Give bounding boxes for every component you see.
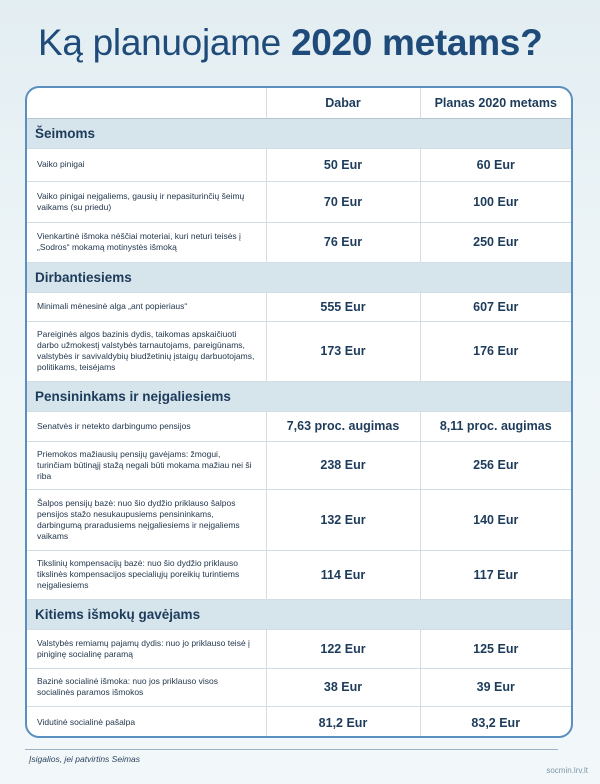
table-row (27, 489, 571, 550)
row-value-now: 114 Eur (266, 550, 420, 599)
table-row (27, 292, 571, 321)
table-header-row (27, 88, 571, 118)
page-title (38, 22, 542, 64)
row-value-plan: 176 Eur (420, 321, 571, 381)
benefits-table-panel (25, 86, 573, 738)
row-value-now: 122 Eur (266, 629, 420, 668)
section-title: Šeimoms (27, 118, 571, 148)
section-title: Dirbantiesiems (27, 262, 571, 292)
row-value-plan: 8,11 proc. augimas (420, 411, 571, 441)
row-value-plan: 256 Eur (420, 441, 571, 489)
row-value-now: 173 Eur (266, 321, 420, 381)
row-value-now: 7,63 proc. augimas (266, 411, 420, 441)
table-row (27, 321, 571, 381)
table-row (27, 222, 571, 262)
row-description: Minimali mėnesinė alga „ant popieriaus“ (27, 292, 266, 321)
row-value-plan: 83,2 Eur (420, 706, 571, 738)
header-empty (27, 88, 266, 118)
row-value-plan: 140 Eur (420, 489, 571, 550)
site-url: socmin.lrv.lt (546, 766, 588, 775)
table-row (27, 550, 571, 599)
title-bold: 2020 metams? (290, 22, 543, 63)
row-value-plan: 60 Eur (420, 148, 571, 181)
row-description: Vaiko pinigai neįgaliems, gausių ir nepasiturinčių šeimų vaikams (su priedu) (27, 181, 266, 222)
row-value-now: 50 Eur (266, 148, 420, 181)
row-description: Tikslinių kompensacijų bazė: nuo šio dydžio priklauso tikslinės kompensacijos specialiųjų poreikių turintiems neįgaliesiems (27, 550, 266, 599)
section-header (27, 118, 571, 148)
row-value-plan: 250 Eur (420, 222, 571, 262)
row-description: Bazinė socialinė išmoka: nuo jos priklauso visos socialinės paramos išmokos (27, 668, 266, 706)
section-header (27, 262, 571, 292)
row-description: Vidutinė socialinė pašalpa (27, 706, 266, 738)
row-value-now: 76 Eur (266, 222, 420, 262)
row-value-now: 38 Eur (266, 668, 420, 706)
section-title: Kitiems išmokų gavėjams (27, 599, 571, 629)
table-row (27, 629, 571, 668)
section-header (27, 381, 571, 411)
footnote: Įsigalios, jei patvirtins Seimas (29, 754, 141, 764)
row-value-now: 238 Eur (266, 441, 420, 489)
row-value-now: 70 Eur (266, 181, 420, 222)
row-value-plan: 125 Eur (420, 629, 571, 668)
footer-divider (25, 749, 558, 750)
row-description: Šalpos pensijų bazė: nuo šio dydžio priklauso šalpos pensijos stažo nesukaupusiems pensininkams, darbingumą praradusiems neįgaliesiems ir neįgaliems vaikams (27, 489, 266, 550)
row-description: Senatvės ir netekto darbingumo pensijos (27, 411, 266, 441)
header-now: Dabar (266, 88, 420, 118)
table-row (27, 411, 571, 441)
section-title: Pensininkams ir neįgaliesiems (27, 381, 571, 411)
table-row (27, 181, 571, 222)
header-plan: Planas 2020 metams (420, 88, 571, 118)
row-value-plan: 39 Eur (420, 668, 571, 706)
table-row (27, 441, 571, 489)
row-value-plan: 100 Eur (420, 181, 571, 222)
benefits-table (27, 88, 571, 738)
row-description: Pareiginės algos bazinis dydis, taikomas apskaičiuoti darbo užmokestį valstybės tarnautojams, pareigūnams, valstybės ir savivaldybių biudžetinių įstaigų darbuotojams, politikams, teisėjams (27, 321, 266, 381)
row-description: Priemokos mažiausių pensijų gavėjams: žmogui, turinčiam būtinąjį stažą negali būti mokama mažiau nei ši riba (27, 441, 266, 489)
row-value-plan: 117 Eur (420, 550, 571, 599)
row-description: Valstybės remiamų pajamų dydis: nuo jo priklauso teisė į piniginę socialinę paramą (27, 629, 266, 668)
row-description: Vienkartinė išmoka nėščiai moteriai, kuri neturi teisės į „Sodros“ mokamą motinystės išmoką (27, 222, 266, 262)
section-header (27, 599, 571, 629)
table-row (27, 706, 571, 738)
row-description: Vaiko pinigai (27, 148, 266, 181)
row-value-now: 81,2 Eur (266, 706, 420, 738)
table-row (27, 668, 571, 706)
row-value-now: 555 Eur (266, 292, 420, 321)
row-value-plan: 607 Eur (420, 292, 571, 321)
table-row (27, 148, 571, 181)
title-light: Ką planuojame (38, 22, 281, 63)
row-value-now: 132 Eur (266, 489, 420, 550)
